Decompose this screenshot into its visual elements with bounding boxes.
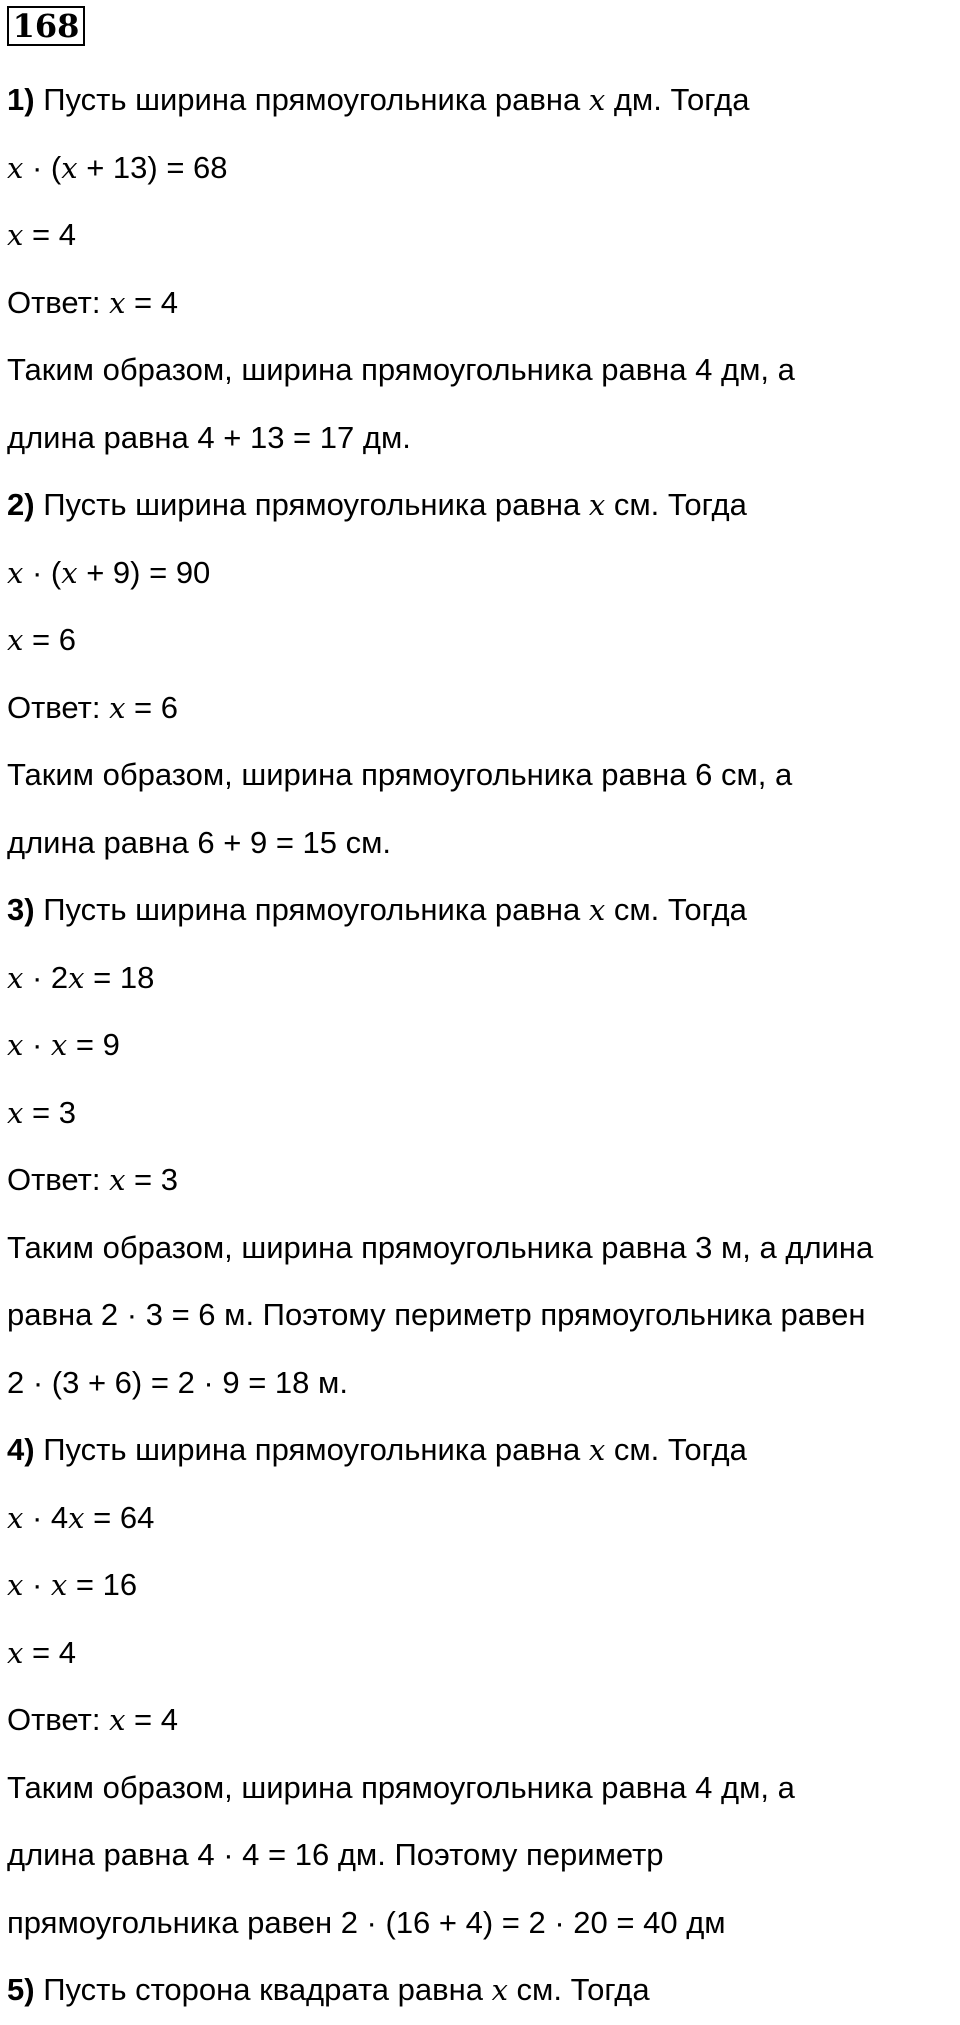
- text-line: [7, 404, 957, 472]
- line-text: Таким образом, ширина прямоугольника равна 4 дм, а: [7, 1769, 795, 1805]
- text-line: [7, 1281, 957, 1349]
- line-text: x · x = 9: [7, 1027, 120, 1062]
- math-variable: x: [61, 555, 78, 590]
- text-line: [7, 1079, 957, 1147]
- line-text: Пусть сторона квадрата равна x см. Тогда: [34, 1972, 650, 2007]
- math-variable: x: [61, 150, 78, 185]
- text-line: [7, 471, 957, 539]
- text-line: [7, 1754, 957, 1822]
- line-text: прямоугольника равен 2 · (16 + 4) = 2 · 20 = 40 дм: [7, 1904, 726, 1940]
- text-line: [7, 876, 957, 944]
- text-line: [7, 134, 957, 202]
- text-line: [7, 1146, 957, 1214]
- item-number: 1): [7, 82, 35, 117]
- text-line: [7, 539, 957, 607]
- math-variable: x: [109, 1703, 126, 1737]
- math-variable: x: [588, 893, 606, 927]
- text-line: [7, 741, 957, 809]
- text-line: [7, 809, 957, 877]
- text-line: [7, 269, 957, 337]
- line-text: x · (x + 9) = 90: [7, 554, 211, 590]
- line-text: Ответ: x = 6: [7, 689, 179, 725]
- line-text: Ответ: x = 3: [7, 1162, 179, 1197]
- text-line: [7, 66, 957, 134]
- math-variable: x: [68, 960, 85, 995]
- line-text: Пусть ширина прямоугольника равна x см. Тогда: [34, 1432, 747, 1467]
- text-line: [7, 1349, 957, 1417]
- math-variable: x: [7, 1635, 24, 1670]
- math-variable: x: [109, 690, 126, 725]
- line-text: x · x = 16: [7, 1567, 138, 1602]
- line-text: x = 4: [7, 217, 76, 252]
- item-number: 3): [7, 892, 35, 927]
- text-line: [7, 606, 957, 674]
- line-text: x · 2x = 18: [7, 959, 155, 995]
- line-text: Таким образом, ширина прямоугольника равна 6 см, а: [7, 757, 793, 792]
- text-line: [7, 336, 957, 404]
- math-variable: x: [50, 1028, 68, 1062]
- line-text: Ответ: x = 4: [7, 1702, 179, 1737]
- math-variable: x: [109, 1163, 126, 1197]
- item-number: 4): [7, 1432, 35, 1467]
- line-text: 2 · (3 + 6) = 2 · 9 = 18 м.: [7, 1364, 348, 1400]
- text-line: [7, 201, 957, 269]
- math-variable: x: [7, 1095, 24, 1130]
- text-line: [7, 1956, 957, 2024]
- math-variable: x: [50, 1568, 68, 1602]
- text-line: [7, 674, 957, 742]
- line-text: Пусть ширина прямоугольника равна x дм. Тогда: [34, 82, 750, 117]
- line-text: Пусть ширина прямоугольника равна x см. Тогда: [34, 892, 747, 927]
- line-text: x = 6: [7, 622, 76, 657]
- text-line: [7, 1011, 957, 1079]
- math-variable: x: [7, 1028, 24, 1062]
- math-variable: x: [491, 1973, 508, 2007]
- text-line: [7, 944, 957, 1012]
- text-line: [7, 1551, 957, 1619]
- line-text: равна 2 · 3 = 6 м. Поэтому периметр прямоугольника равен: [7, 1297, 866, 1332]
- math-variable: x: [109, 285, 126, 320]
- math-variable: x: [7, 150, 24, 185]
- text-line: [7, 1619, 957, 1687]
- line-text: длина равна 4 + 13 = 17 дм.: [7, 419, 411, 455]
- math-variable: x: [7, 1568, 24, 1602]
- math-variable: x: [7, 623, 24, 657]
- item-number: 2): [7, 487, 35, 522]
- math-variable: x: [68, 1500, 85, 1535]
- math-variable: x: [7, 960, 24, 995]
- text-line: [7, 1889, 957, 1957]
- text-line: [7, 1484, 957, 1552]
- line-text: x = 3: [7, 1094, 76, 1130]
- text-line: [7, 1416, 957, 1484]
- math-variable: x: [7, 555, 24, 590]
- line-text: x · (x + 13) = 68: [7, 149, 228, 185]
- text-line: [7, 1821, 957, 1889]
- line-text: длина равна 6 + 9 = 15 см.: [7, 824, 392, 860]
- line-text: длина равна 4 · 4 = 16 дм. Поэтому периметр: [7, 1837, 664, 1872]
- math-variable: x: [588, 83, 606, 117]
- line-text: Таким образом, ширина прямоугольника равна 3 м, а длина: [7, 1229, 874, 1265]
- solution-text: [7, 66, 957, 2024]
- text-line: [7, 1214, 957, 1282]
- math-variable: x: [7, 1500, 24, 1535]
- line-text: Ответ: x = 4: [7, 284, 179, 320]
- math-variable: x: [7, 218, 24, 252]
- item-number: 5): [7, 1972, 35, 2007]
- math-variable: x: [588, 488, 606, 522]
- text-line: [7, 1686, 957, 1754]
- line-text: x · 4x = 64: [7, 1499, 155, 1535]
- math-variable: x: [588, 1433, 606, 1467]
- line-text: Пусть ширина прямоугольника равна x см. Тогда: [34, 487, 747, 522]
- line-text: Таким образом, ширина прямоугольника равна 4 дм, а: [7, 352, 795, 387]
- task-number-box: 168: [7, 6, 85, 46]
- line-text: x = 4: [7, 1634, 76, 1670]
